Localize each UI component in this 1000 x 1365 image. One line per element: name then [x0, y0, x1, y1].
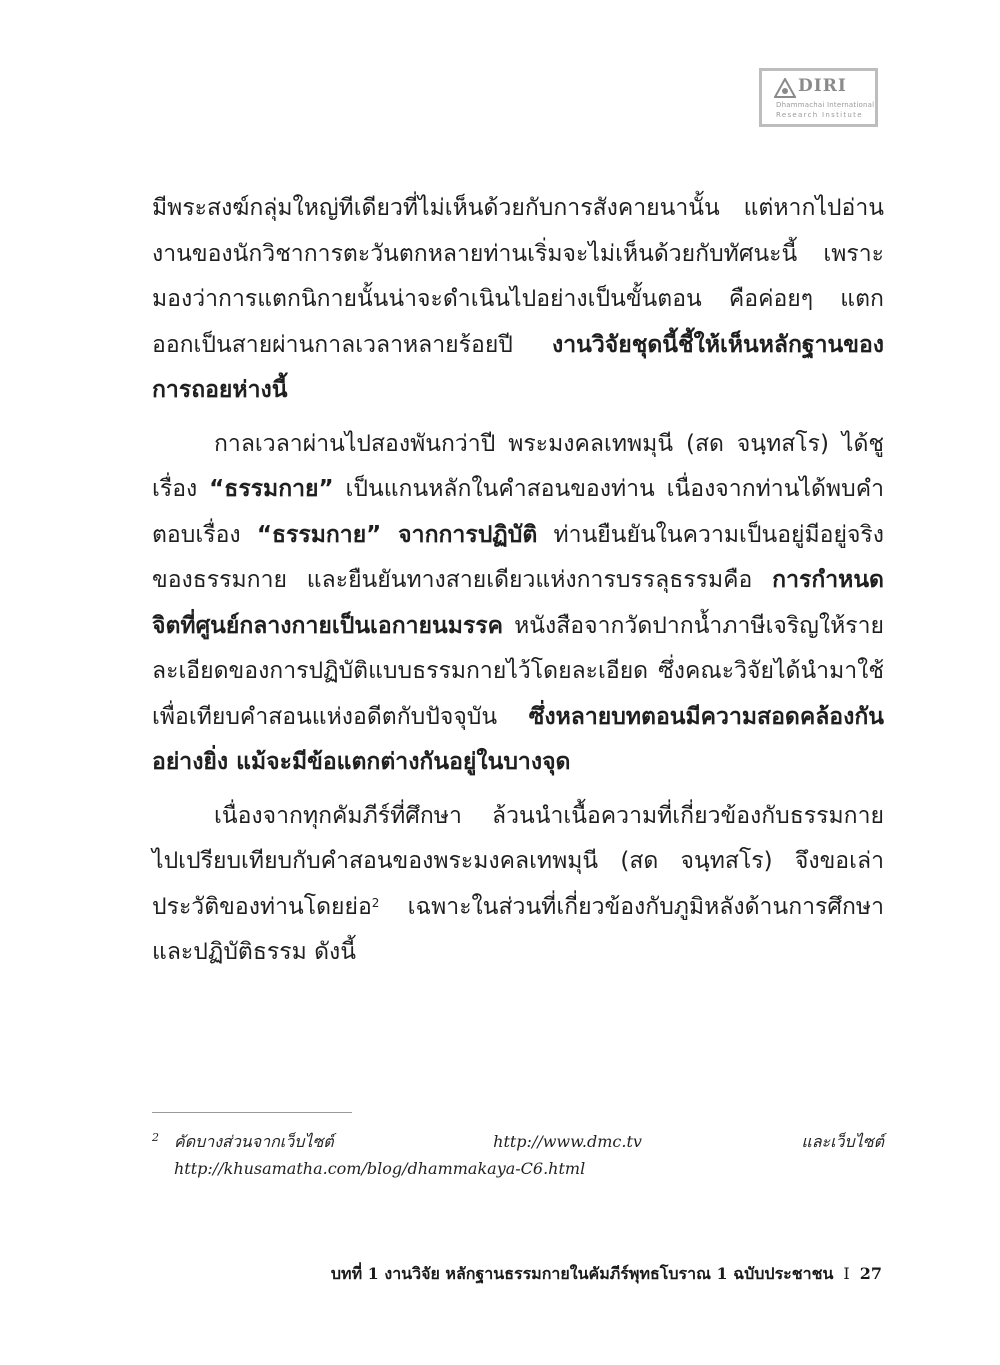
footer-separator: I: [843, 1264, 850, 1283]
footnote-number: 2: [152, 1131, 159, 1144]
text-run: ท่านยืนยันในความเป็นอยู่มีอยู่จริงของธรรมกาย และยืนยันทางสายเดียวแห่งการบรรลุธรรมคือ: [152, 521, 885, 593]
text-run: หนังสือจากวัดปากน้ำภาษีเจริญให้รายละเอียดของการปฏิบัติแบบธรรมกายไว้โดยละเอียด ซึ่งคณะวิจัยได้นำมาใช้เพื่อเทียบคำสอนแห่งอดีตกับปัจจุบัน: [152, 612, 884, 730]
paragraph: [152, 186, 884, 414]
footnote: [152, 1128, 884, 1182]
logo-subtitle: Dhammachai International: [776, 101, 875, 109]
text-run: กาลเวลาผ่านไปสองพันกว่าปี พระมงคลเทพมุนี (สด จนฺทสโร) ได้ชูเรื่อง: [152, 430, 884, 502]
text-run: เป็นแกนหลักในคำสอนของท่าน เนื่องจากท่านได้พบคำตอบเรื่อง: [152, 476, 884, 548]
page-footer: [331, 1262, 882, 1287]
text-run: มีพระสงฆ์กลุ่มใหญ่ทีเดียวที่ไม่เห็นด้วยกับการสังคายนานั้น แต่หากไปอ่านงานของนักวิชาการตะวันตกหลายท่านเริ่มจะไม่เห็นด้วยกับทัศนะนี้ เพราะมองว่าการแตกนิกายนั้นน่าจะดำเนินไปอย่างเป็นขั้นตอน คือค่อยๆ แตกออกเป็นสายผ่านกาลเวลาหลายร้อยปี: [152, 195, 884, 358]
logo-title: DIRI: [798, 76, 847, 96]
page-number: 27: [859, 1264, 882, 1283]
running-title: บทที่ 1 งานวิจัย หลักฐานธรรมกายในคัมภีร์พุทธโบราณ 1 ฉบับประชาชน: [330, 1264, 834, 1283]
diri-logo: [759, 68, 878, 127]
bold-text: ซึ่งหลายบทตอนมีความสอดคล้องกันอย่างยิ่ง แม้จะมีข้อแตกต่างกันอยู่ในบางจุด: [152, 703, 884, 775]
paragraph: [152, 794, 884, 976]
text-run: เฉพาะในส่วนที่เกี่ยวข้องกับภูมิหลังด้านการศึกษาและปฏิบัติธรรม ดังนี้: [152, 893, 884, 965]
triangle-emblem-icon: [774, 78, 796, 98]
bold-text: “ธรรมกาย” จากการปฏิบัติ: [256, 521, 538, 548]
logo-subtitle-2: Research Institute: [776, 111, 863, 119]
paragraph: [152, 422, 884, 786]
bold-text: การกำหนดจิตที่ศูนย์กลางกายเป็นเอกายนมรรค: [152, 567, 884, 639]
text-run: เนื่องจากทุกคัมภีร์ที่ศึกษา ล้วนนำเนื้อความที่เกี่ยวข้องกับธรรมกายไปเปรียบเทียบกับคำสอนของพระมงคลเทพมุนี (สด จนฺทสโร) จึงขอเล่าประวัติของท่านโดยย่อ: [152, 802, 884, 920]
bold-text: งานวิจัยชุดนี้ชี้ให้เห็นหลักฐานของการถอยห่างนี้: [152, 331, 884, 403]
main-text: [152, 186, 884, 984]
footnote-text: คัดบางส่วนจากเว็บไซต์ http://www.dmc.tv และเว็บไซต์ http://khusamatha.com/blog/dhammakaya-C6.html: [174, 1132, 884, 1178]
footnote-ref: 2: [371, 895, 380, 910]
footnote-divider: [152, 1112, 352, 1113]
bold-text: “ธรรมกาย”: [209, 476, 334, 502]
